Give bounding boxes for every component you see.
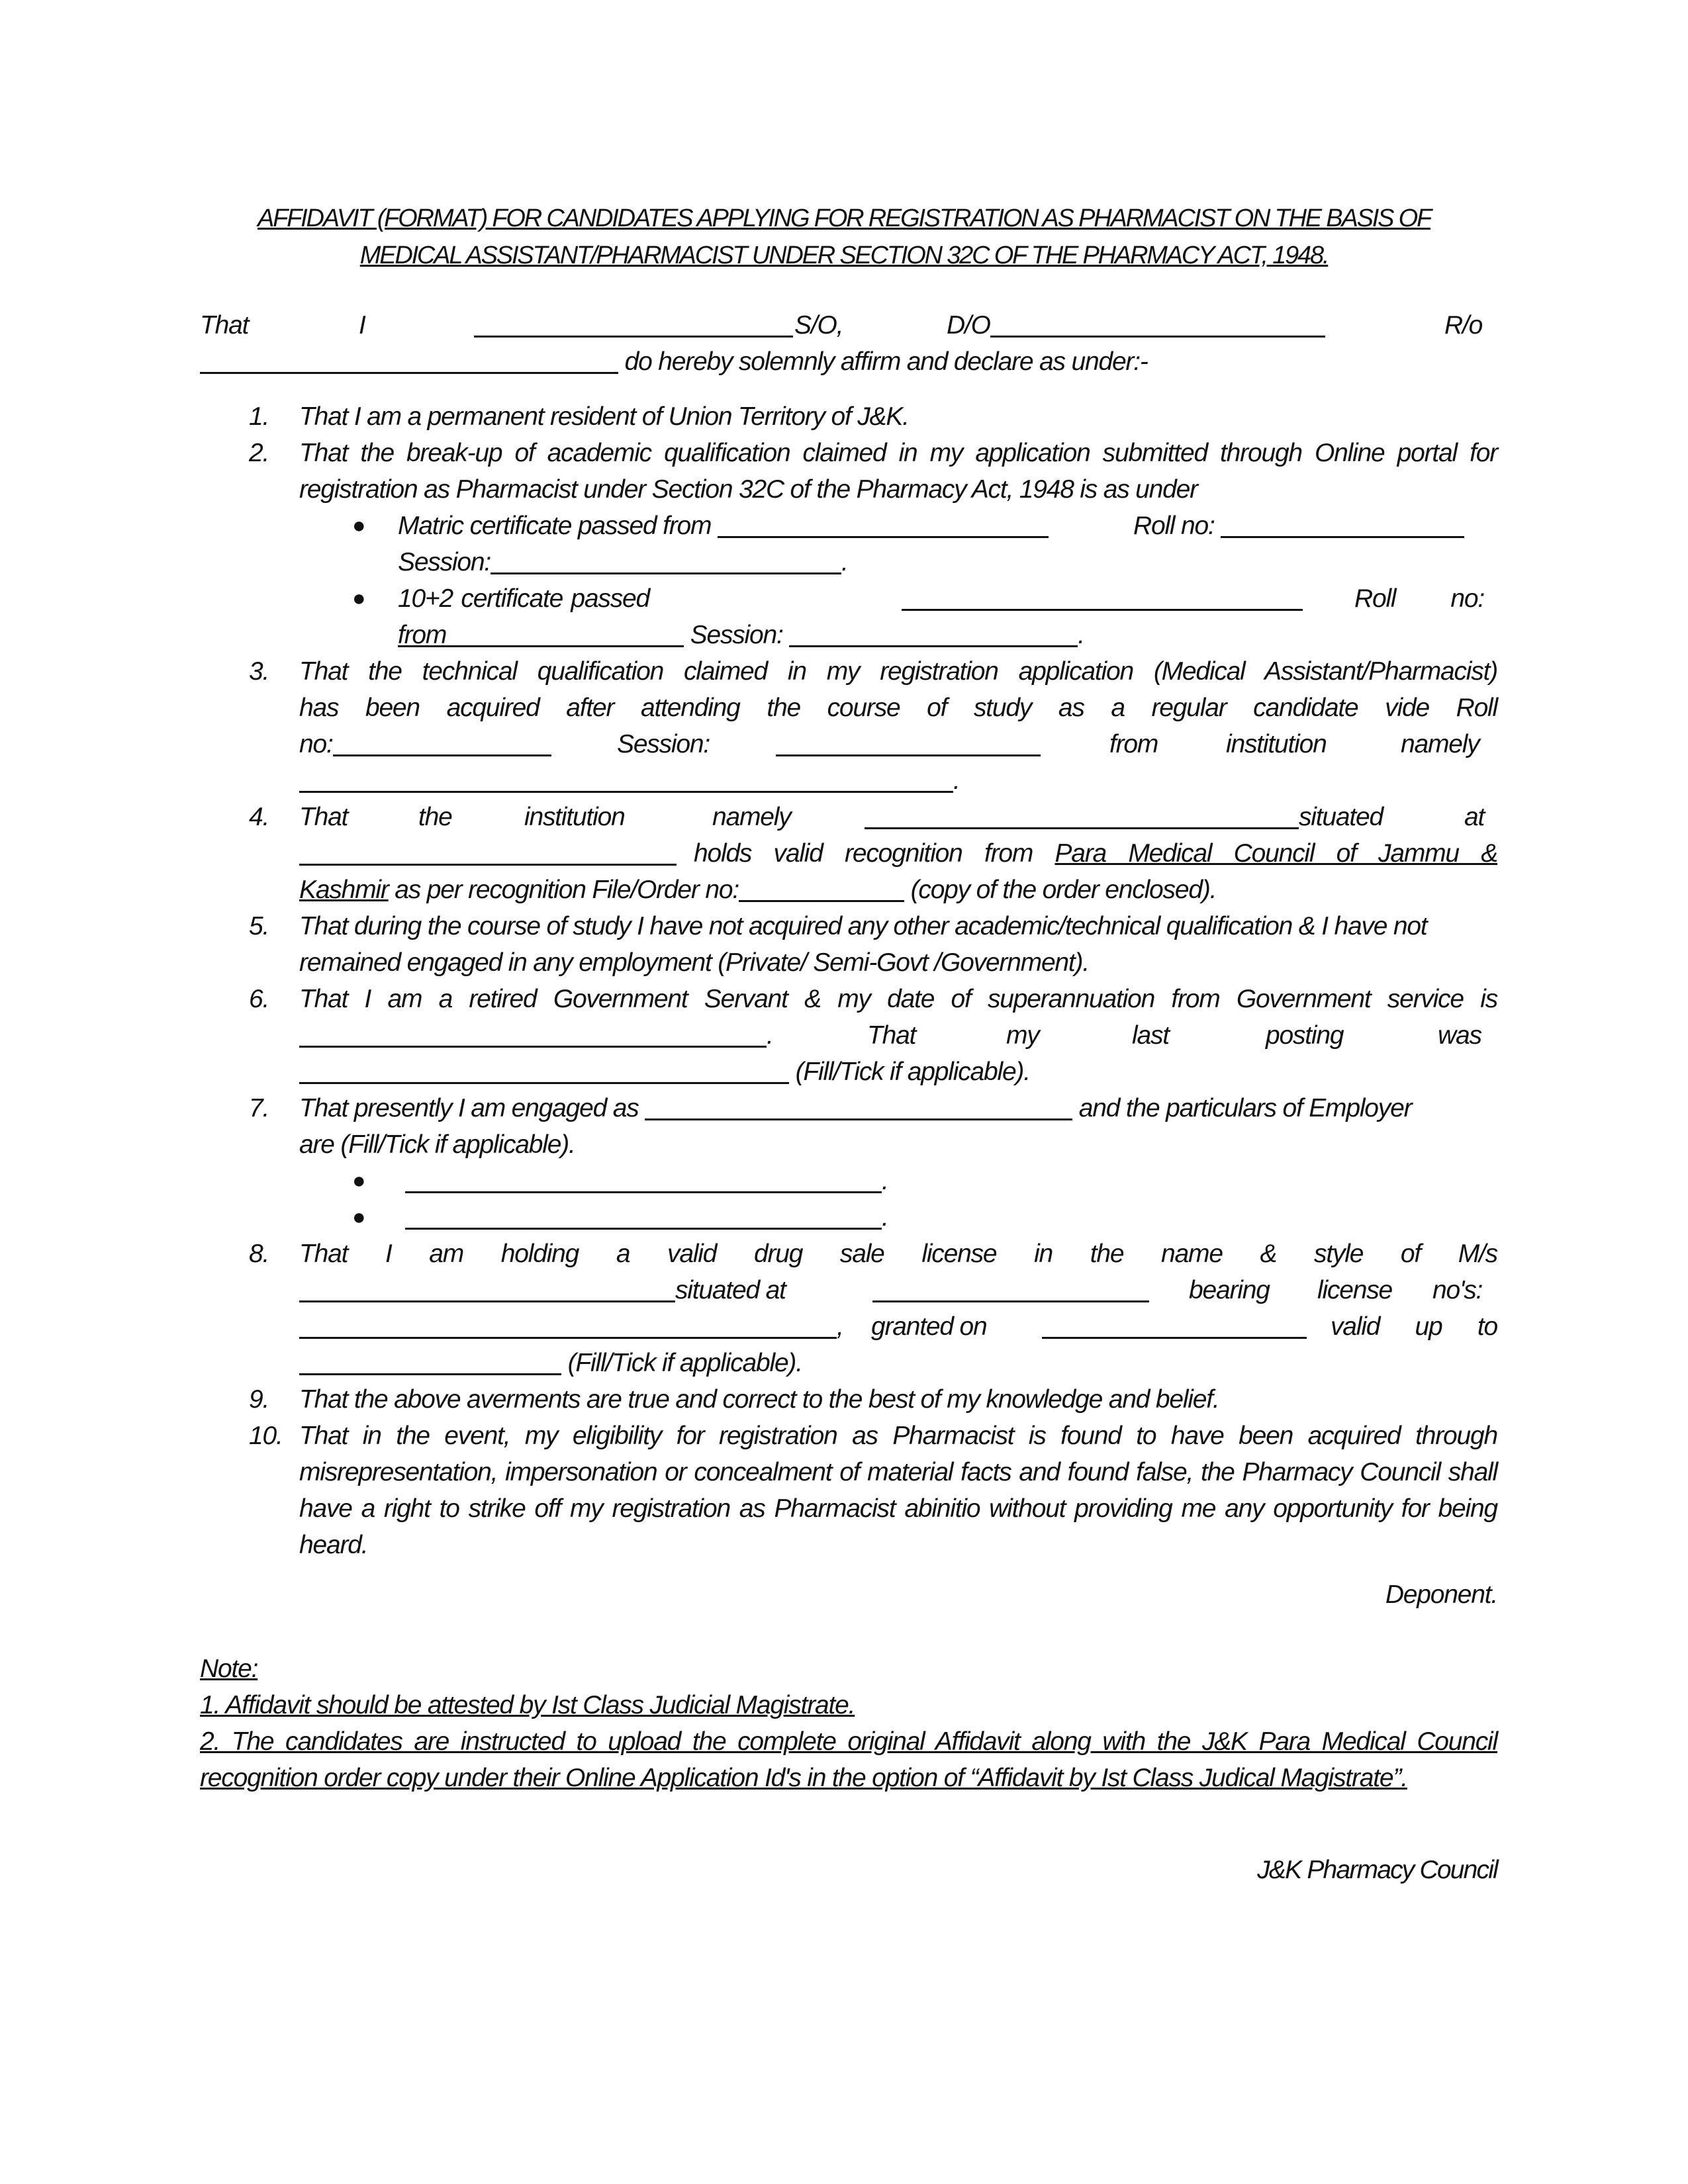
item-8-license: license [1317, 1276, 1392, 1304]
item-4-namely-line [865, 799, 1383, 835]
matric-session: Session: . [398, 548, 848, 576]
item-6-my: my [1006, 1021, 1039, 1050]
intro-do [947, 307, 1325, 343]
title-line-2: MEDICAL ASSISTANT/PHARMACIST UNDER SECTION 32C OF THE PHARMACY ACT, 1948. [359, 242, 1329, 269]
intro-do-label: D/O [947, 311, 990, 340]
item-3-namely: namely [1401, 730, 1479, 758]
item-3-no-label: no: [299, 730, 333, 758]
item-8-license-line: , [299, 1308, 843, 1345]
title-line-1: AFFIDAVIT (FORMAT) FOR CANDIDATES APPLYING FOR REGISTRATION AS PHARMACIST ON THE BASIS OF [258, 205, 1430, 232]
item-2-text: That the break-up of academic qualification claimed in my application submitted through Online portal for registration as Pharmacist under Section 32C of the Pharmacy Act, 1948 is as under [299, 439, 1497, 504]
plus2-roll-row [1354, 580, 1484, 617]
item-6-number: 6. [249, 985, 269, 1013]
item-8-granted: granted on [871, 1312, 987, 1341]
item-8-line-1: That I am holding a valid drug sale license in the name & style of M/s [299, 1240, 1497, 1268]
item-3-session-label: Session: [617, 730, 710, 758]
item-2-number: 2. [249, 439, 269, 467]
note-2: 2. The candidates are instructed to upload the complete original Affidavit along with the J&K Para Medical Council recognition order copy under their Online Application Id's in the option of “Affidavit by Ist Class Judical Magistrate”. [200, 1727, 1497, 1792]
item-6-date-line: . [299, 1017, 773, 1054]
intro-declare-line [200, 343, 1148, 380]
item-6-posting-line [299, 1054, 1030, 1090]
item-4-holds: holds valid recognition from [694, 839, 1033, 868]
item-7-line-1 [299, 1090, 1411, 1126]
item-9-number: 9. [249, 1385, 269, 1414]
item-8-nos: no's: [1432, 1276, 1483, 1304]
matric-row [398, 508, 1049, 544]
item-6-that: That [867, 1021, 916, 1050]
intro-i: I [359, 311, 365, 340]
plus2-session: Session: . [398, 617, 1084, 653]
item-4-that: That [299, 803, 348, 831]
employer-line-1: . [405, 1163, 888, 1199]
document-title [199, 200, 1489, 274]
item-8-situated: situated at [675, 1276, 786, 1304]
item-8-fill: (Fill/Tick if applicable). [567, 1349, 802, 1377]
bullet-dot: ● [352, 586, 365, 611]
item-4-the: the [418, 803, 452, 831]
item-4-file: as per recognition File/Order no: [395, 876, 739, 904]
item-8-valid: valid up to [1331, 1312, 1497, 1341]
item-5-number: 5. [249, 912, 269, 940]
item-6-line-1: That I am a retired Government Servant & my date of superannuation from Government service is [299, 985, 1497, 1013]
item-9-text: That the above averments are true and correct to the best of my knowledge and belief. [299, 1385, 1219, 1414]
item-4-namely: namely [712, 803, 791, 831]
item-1-text: That I am a permanent resident of Union Territory of J&K. [299, 402, 909, 431]
plus2-session-label: Session: [690, 621, 783, 649]
item-3-line-1: That the technical qualification claimed in my registration application (Medical Assistant/Pharmacist) [299, 657, 1497, 686]
item-3-roll [299, 726, 551, 762]
intro-declare: do hereby solemnly affirm and declare as under:- [624, 347, 1148, 376]
item-7-engaged: That presently I am engaged as [299, 1094, 639, 1122]
matric-label: Matric certificate passed from [398, 512, 712, 540]
item-3-institution: institution [1226, 730, 1327, 758]
item-8-number: 8. [249, 1240, 269, 1268]
item-4-number: 4. [249, 803, 269, 831]
plus2-label: 10+2 certificate passed from [398, 584, 649, 649]
item-7-employer: and the particulars of Employer [1078, 1094, 1412, 1122]
council-signature: J&K Pharmacy Council [1257, 1856, 1497, 1884]
item-1-number: 1. [249, 402, 269, 431]
item-8-valid-line [299, 1345, 802, 1381]
intro-so: S/O, [794, 311, 843, 340]
intro-name-line [474, 307, 793, 343]
item-5-text: That during the course of study I have not acquired any other academic/technical qualification & I have not remained engaged in any employment (Private/ Semi-Govt /Government). [299, 912, 1427, 977]
matric-session-label: Session: [398, 548, 491, 576]
item-8-granted-line [1042, 1308, 1307, 1345]
item-4-at: at [1464, 803, 1485, 831]
item-10-text: That in the event, my eligibility for registration as Pharmacist is found to have been acquired through misrepresentation, impersonation or concealment of material facts and found false, the Pharmacy Council shall have a right to strike off my registration as Pharmacist abinitio without providing me any opportunity for being heard. [299, 1422, 1497, 1559]
item-4-situated: situated [1299, 803, 1383, 831]
item-8-firm-line [299, 1272, 786, 1308]
plus2-roll-label: Roll no: [1354, 584, 1484, 613]
item-3-number: 3. [249, 657, 269, 686]
item-3-from: from [1109, 730, 1158, 758]
item-6-posting: posting [1266, 1021, 1344, 1050]
item-6-fill: (Fill/Tick if applicable). [795, 1058, 1030, 1086]
item-7-fill: are (Fill/Tick if applicable). [299, 1130, 575, 1159]
intro-ro: R/o [1444, 311, 1483, 340]
item-3-line-2: has been acquired after attending the course of study as a regular candidate vide Roll [299, 694, 1497, 722]
item-6-last: last [1132, 1021, 1169, 1050]
item-4-kashmir: Kashmir [299, 876, 389, 904]
note-1: 1. Affidavit should be attested by Ist Class Judicial Magistrate. [200, 1691, 855, 1719]
item-3-institution-line: . [299, 762, 960, 799]
bullet-dot: ● [352, 1168, 365, 1193]
item-6-was: was [1438, 1021, 1481, 1050]
item-8-bearing: bearing [1189, 1276, 1270, 1304]
item-3-session-line [776, 726, 1041, 762]
item-10-number: 10. [249, 1422, 283, 1450]
employer-line-2: . [405, 1199, 888, 1236]
item-4-holds-row [694, 835, 1497, 872]
matric-roll [1133, 508, 1464, 544]
item-8-valid-row [1331, 1308, 1497, 1345]
plus2-from-line [902, 580, 1303, 617]
item-4-institution: institution [524, 803, 625, 831]
deponent-label: Deponent. [1385, 1580, 1497, 1609]
item-4-council: Para Medical Council of Jammu & [1055, 839, 1498, 868]
item-4-copy: (copy of the order enclosed). [910, 876, 1217, 904]
item-4-file-row [299, 872, 1216, 908]
item-8-location-line [872, 1272, 1149, 1308]
item-7-number: 7. [249, 1094, 269, 1122]
intro-that: That [200, 311, 249, 340]
item-4-location-line [299, 835, 677, 872]
bullet-dot: ● [352, 513, 365, 538]
bullet-dot: ● [352, 1205, 365, 1230]
note-heading: Note: [200, 1655, 258, 1683]
matric-roll-label: Roll no: [1133, 512, 1215, 540]
